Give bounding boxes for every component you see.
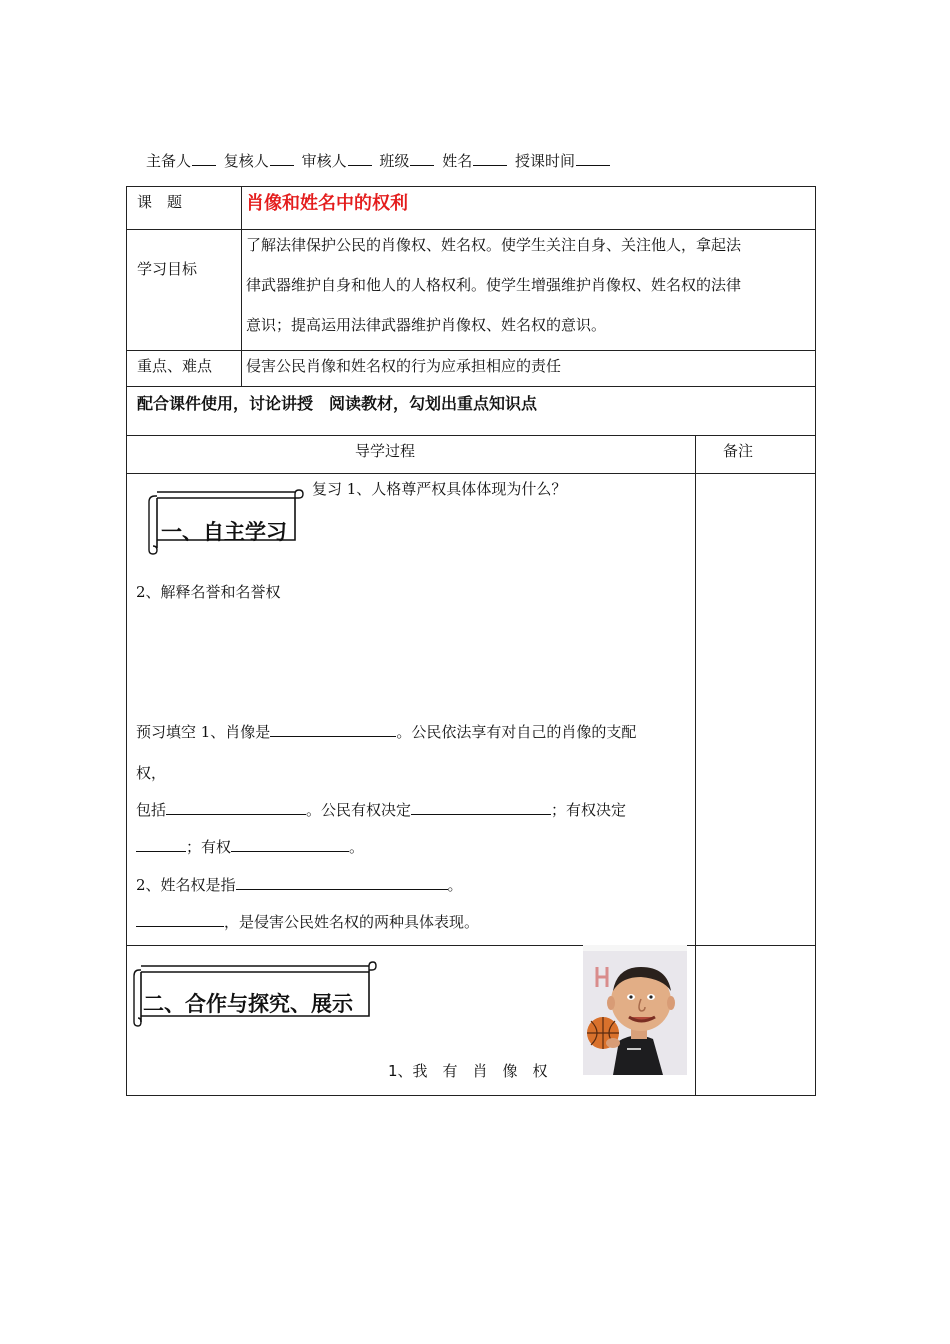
section2-banner (131, 960, 377, 1028)
process-header: 导学过程 (355, 442, 416, 460)
header-preparer-blank[interactable] (192, 151, 216, 166)
header-reviewer-blank[interactable] (270, 151, 294, 166)
fill-5-text: ，是侵害公民姓名权的两种具体表现。 (224, 913, 480, 931)
fill-3-suffix: 。 (349, 838, 365, 856)
section1-notes-cell[interactable] (695, 473, 816, 946)
keypoints-label-cell (126, 350, 242, 387)
keypoints-value-cell (241, 350, 816, 387)
fill-blank-right[interactable] (231, 837, 349, 852)
notes-header-cell (695, 435, 816, 474)
fill-4-suffix: 。 (447, 876, 463, 894)
notes-header: 备注 (723, 442, 754, 460)
header-name-blank[interactable] (473, 151, 507, 166)
method-text: 配合课件使用，讨论讲授 阅读教材，勾划出重点知识点 (137, 394, 538, 413)
fill-3-mid: ；有权 (186, 838, 232, 856)
goals-label-cell (126, 229, 242, 351)
section2-notes-cell[interactable] (695, 945, 816, 1096)
fill-line-2 (136, 799, 626, 820)
header-class-blank[interactable] (410, 151, 434, 166)
section1-banner (145, 488, 305, 556)
fill-1-suffix: 。公民依法享有对自己的肖像的支配 (396, 723, 637, 741)
header-time-blank[interactable] (576, 151, 610, 166)
topic-label-cell (126, 186, 242, 230)
header-auditor-blank[interactable] (348, 151, 372, 166)
fill-line-3 (136, 836, 364, 857)
fill-blank-decide-2[interactable] (136, 837, 186, 852)
topic-label: 课 题 (137, 193, 183, 211)
fill-blank-name-right[interactable] (236, 875, 448, 890)
fill-line-5 (136, 911, 479, 932)
section2-banner-text: 二、合作与探究、展示 (143, 992, 353, 1016)
fill-line-1-cont: 权， (136, 764, 167, 782)
header-class: 班级 (379, 152, 410, 170)
header-time: 授课时间 (514, 152, 575, 170)
fill-blank-decide-1[interactable] (411, 800, 551, 815)
fill-blank-portrait-def[interactable] (270, 722, 396, 737)
method-cell (126, 386, 816, 436)
review-question-1: 复习 1、人格尊严权具体体现为什么？ (312, 480, 567, 498)
process-header-cell (126, 435, 696, 474)
fill-line-1 (136, 721, 636, 742)
review-question-2: 2、解释名誉和名誉权 (136, 583, 281, 601)
fill-blank-infringement[interactable] (136, 912, 224, 927)
keypoints-value: 侵害公民肖像和姓名权的行为应承担相应的责任 (246, 357, 562, 375)
fill-2-suffix: ；有权决定 (551, 801, 627, 819)
goals-value-cell (241, 229, 816, 351)
fill-2-mid: 。公民有权决定 (306, 801, 412, 819)
fill-4-prefix: 2、姓名权是指 (136, 876, 236, 894)
header-line (146, 150, 613, 171)
section2-item-1: 1、我 有 肖 像 权 (388, 1062, 548, 1080)
header-name: 姓名 (442, 152, 473, 170)
keypoints-label: 重点、难点 (137, 357, 213, 375)
header-reviewer: 复核人 (223, 152, 269, 170)
caricature-image (583, 945, 687, 1075)
header-preparer: 主备人 (146, 152, 192, 170)
header-auditor: 审核人 (301, 152, 347, 170)
goals-line-1: 了解法律保护公民的肖像权、姓名权。使学生关注自身、关注他人，拿起法 (246, 236, 742, 254)
goals-line-2: 律武器维护自身和他人的人格权利。使学生增强维护肖像权、姓名权的法律 (246, 276, 742, 294)
topic-value-cell (241, 186, 816, 230)
basketball-player-caricature-icon (583, 945, 687, 1075)
lesson-title: 肖像和姓名中的权利 (246, 193, 408, 214)
fill-1-prefix: 预习填空 1、肖像是 (136, 723, 271, 741)
section1-banner-text: 一、自主学习 (161, 520, 287, 544)
goals-line-3: 意识；提高运用法律武器维护肖像权、姓名权的意识。 (246, 316, 607, 334)
fill-line-4 (136, 874, 463, 895)
goals-label: 学习目标 (137, 260, 198, 278)
fill-blank-includes[interactable] (166, 800, 306, 815)
fill-2-prefix: 包括 (136, 801, 167, 819)
